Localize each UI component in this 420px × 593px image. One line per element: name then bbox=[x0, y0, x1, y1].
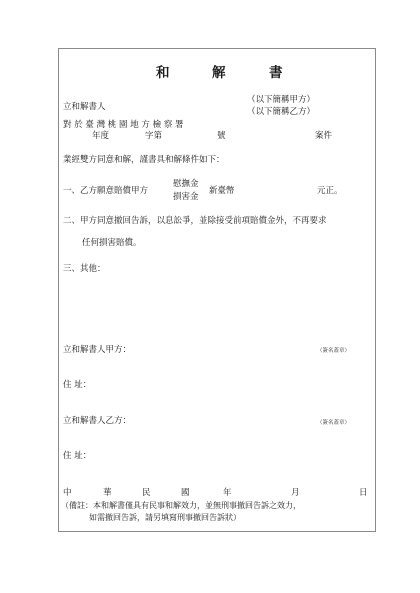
party-label: 立和解書人 bbox=[63, 102, 106, 112]
party-b-label: 立和解書人乙方： bbox=[63, 416, 132, 426]
date-day: 日 bbox=[359, 488, 368, 498]
title-char-2: 解 bbox=[212, 65, 226, 81]
item-1-damages: 損害金 bbox=[173, 192, 199, 202]
title-char-3: 書 bbox=[269, 65, 283, 81]
item-1-prefix: 一、乙方願意賠償甲方 bbox=[63, 186, 149, 196]
item-2-line-2: 任何損害賠償。 bbox=[82, 238, 142, 248]
document-frame bbox=[58, 48, 376, 532]
item-1-comfort-money: 慰撫金 bbox=[173, 179, 199, 189]
item-1-currency: 新臺幣 bbox=[209, 186, 235, 196]
party-a-address-label: 住 址： bbox=[63, 380, 92, 390]
case-word-label: 字第 bbox=[145, 131, 163, 141]
party-b-address-label: 住 址： bbox=[63, 451, 92, 461]
note-line-2: 如需撤回告訴，請另填寫刑事撤回告訴狀） bbox=[89, 513, 241, 522]
date-year: 年 bbox=[223, 488, 232, 498]
party-b-signature-note: （簽名蓋章） bbox=[317, 420, 351, 426]
date-guo: 國 bbox=[181, 488, 190, 498]
note-line-1: （備註：本和解書僅具有民事和解效力，並無刑事撤回告訴之效力， bbox=[61, 501, 301, 510]
case-number-label: 號 bbox=[217, 131, 226, 141]
nickname-party-b: （以下簡稱乙方） bbox=[247, 107, 316, 117]
item-1-suffix: 元正。 bbox=[317, 186, 343, 196]
nickname-party-a: （以下簡稱甲方） bbox=[247, 95, 316, 105]
case-year-label: 年度 bbox=[92, 131, 110, 141]
date-month: 月 bbox=[291, 488, 300, 498]
party-a-signature-note: （簽名蓋章） bbox=[317, 348, 351, 354]
date-min: 民 bbox=[142, 488, 151, 498]
item-3-other: 三、其他： bbox=[63, 264, 106, 274]
party-a-label: 立和解書人甲方： bbox=[63, 345, 132, 355]
date-zhong: 中 bbox=[63, 488, 72, 498]
case-label: 案件 bbox=[315, 131, 333, 141]
date-hua: 華 bbox=[103, 488, 112, 498]
consult-statement: 業經雙方同意和解，謹書具和解條件如下： bbox=[63, 155, 225, 165]
court-prosecutor-office: 對 於 臺 灣 桃 園 地 方 檢 察 署 bbox=[63, 120, 184, 130]
title-char-1: 和 bbox=[156, 65, 170, 81]
item-2-line-1: 二、甲方同意撤回告訴，以息訟爭，並除接受前項賠償金外，不再要求 bbox=[63, 216, 327, 226]
